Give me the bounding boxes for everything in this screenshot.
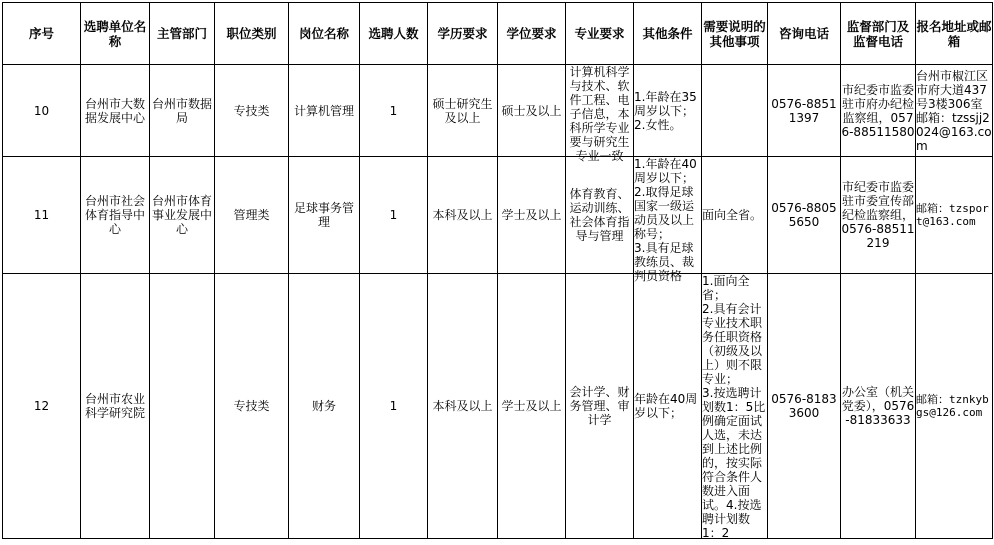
- table-row: [3, 65, 993, 157]
- row-supervisor: 市纪委市监委驻市委宣传部纪检监察组，0576-88511219: [841, 180, 915, 250]
- table-row: [3, 274, 993, 539]
- row-degree: 硕士及以上: [498, 65, 566, 157]
- row-category: 专技类: [215, 274, 289, 539]
- recruitment-table: [2, 2, 993, 539]
- row-no: 12: [3, 274, 81, 539]
- row-dept: 台州市体育事业发展中心: [151, 194, 212, 236]
- header-notes: 需要说明的其他事项: [702, 3, 768, 65]
- row-education: 本科及以上: [428, 274, 498, 539]
- header-unit: 选聘单位名称: [81, 3, 150, 65]
- row-count: 1: [360, 65, 428, 157]
- row-no: 10: [3, 65, 81, 157]
- row-category: 专技类: [215, 65, 289, 157]
- row-major: 会计学、财务管理、审计学: [569, 385, 630, 427]
- header-phone: 咨询电话: [768, 3, 841, 65]
- table-row: [3, 157, 993, 274]
- row-unit: 台州市大数据发展中心: [84, 96, 145, 125]
- header-count: 选聘人数: [360, 3, 428, 65]
- row-education: 本科及以上: [428, 157, 498, 274]
- row-other: 1.年龄在40周岁以下； 2.取得足球国家一级运动员及以上称号； 3.具有足球教练员、裁判员资格: [634, 157, 697, 283]
- row-phone: 0576-81833600: [771, 392, 837, 420]
- header-row: [3, 3, 993, 65]
- row-phone: 0576-88055650: [771, 201, 837, 229]
- header-education: 学历要求: [428, 3, 498, 65]
- row-post: 足球事务管理: [293, 201, 354, 229]
- row-address: 邮箱：tzsport@163.com: [916, 202, 989, 228]
- row-other: 年龄在40周岁以下；: [634, 392, 698, 420]
- row-category: 管理类: [215, 157, 289, 274]
- header-other: 其他条件: [634, 3, 702, 65]
- header-category: 职位类别: [215, 3, 289, 65]
- row-other: 1.年龄在35周岁以下； 2.女性。: [634, 89, 697, 132]
- row-supervisor: 市纪委市监委驻市府办纪检监察组，0576-88511580: [841, 82, 915, 139]
- row-address: 邮箱：tznkybgs@126.com: [916, 393, 989, 419]
- row-phone: 0576-88511397: [771, 96, 837, 125]
- header-dept: 主管部门: [150, 3, 215, 65]
- row-degree: 学士及以上: [498, 157, 566, 274]
- row-post: 计算机管理: [289, 65, 360, 157]
- header-supervisor: 监督部门及监督电话: [841, 3, 916, 65]
- row-count: 1: [360, 157, 428, 274]
- row-degree: 学士及以上: [498, 274, 566, 539]
- row-education: 硕士研究生及以上: [432, 96, 493, 125]
- row-dept: 台州市数据局: [151, 96, 212, 125]
- row-no: 11: [3, 157, 81, 274]
- row-notes: 面向全省。: [702, 208, 763, 222]
- row-unit: 台州市社会体育指导中心: [84, 194, 145, 236]
- row-major: 体育教育、运动训练、社会体育指导与管理: [569, 187, 630, 243]
- row-major: 计算机科学与技术、软件工程、电子信息，本科所学专业要与研究生专业一致: [569, 65, 630, 163]
- header-degree: 学位要求: [498, 3, 566, 65]
- header-address: 报名地址或邮箱: [916, 3, 993, 65]
- row-count: 1: [360, 274, 428, 539]
- row-supervisor: 办公室（机关党委），0576-81833633: [841, 385, 915, 427]
- row-notes: 1.面向全省； 2.具有会计专业技术职务任职资格（初级及以上）则不限专业； 3.按选聘计划数1：5比例确定面试人选，未达到上述比例的，按实际符合条件人数进入面试。4.按选聘计划数1：2: [702, 274, 766, 540]
- row-post: 财务: [289, 274, 360, 539]
- row-unit: 台州市农业科学研究院: [84, 392, 145, 420]
- header-post: 岗位名称: [289, 3, 360, 65]
- header-no: 序号: [3, 3, 81, 65]
- header-major: 专业要求: [566, 3, 634, 65]
- row-address: 台州市椒江区市府大道437号3楼306室 邮箱：tzssjj2024@163.com: [916, 68, 992, 153]
